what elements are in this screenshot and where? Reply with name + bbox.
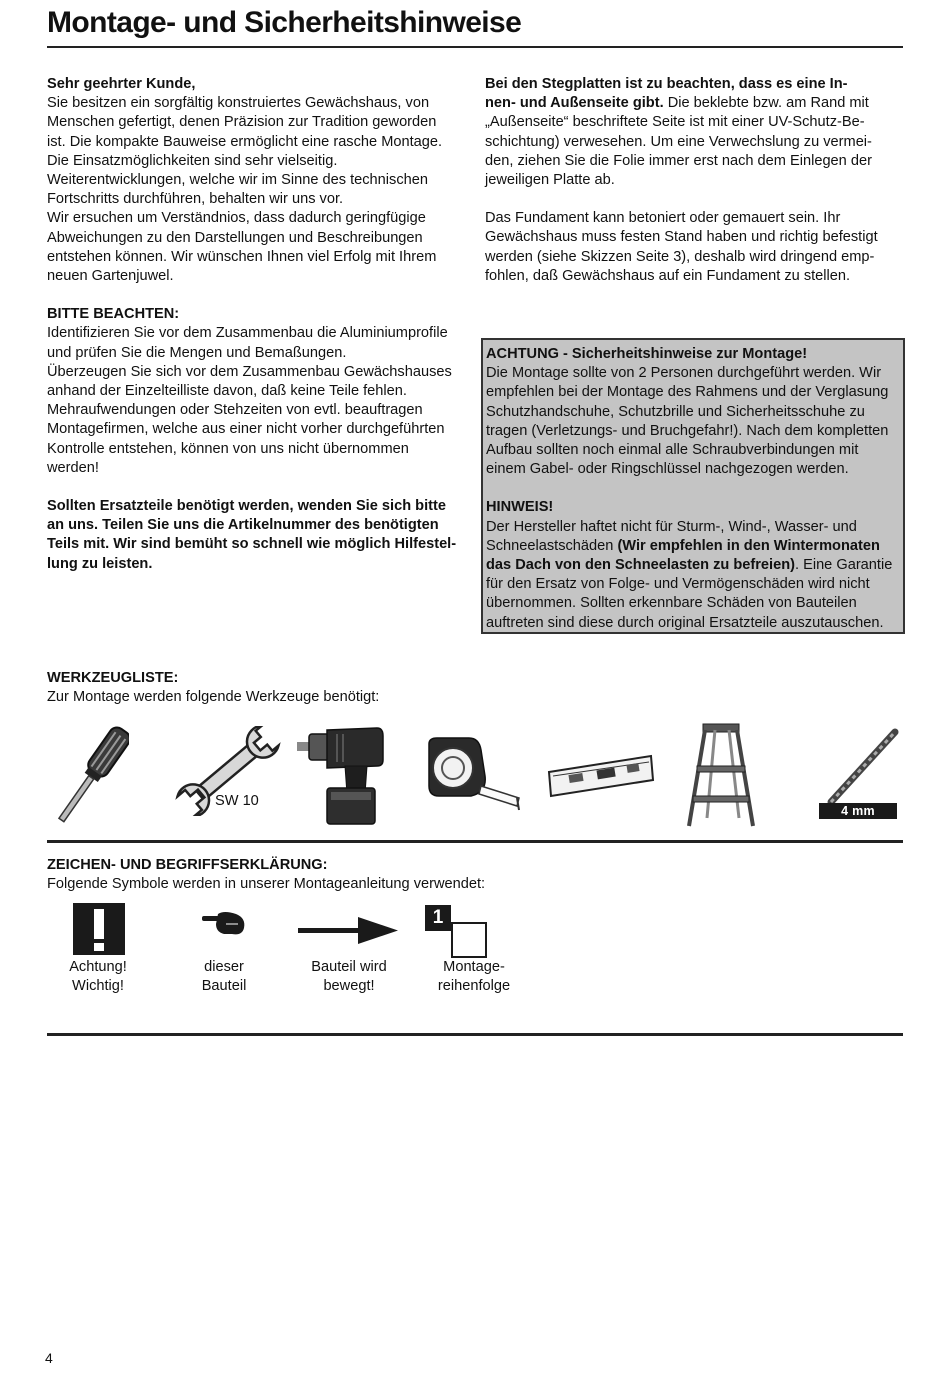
foundation-line: Gewächshaus muss festen Stand haben und richtig befestigt <box>485 229 878 246</box>
symbol-label-line: dieser <box>204 959 244 975</box>
tools-row <box>47 720 903 830</box>
page-number: 4 <box>45 1350 53 1366</box>
hint-line <box>486 537 900 556</box>
pointing-hand-icon <box>202 910 248 936</box>
panel-heading-bold: nen- und Außenseite gibt. <box>485 95 664 112</box>
hint-line: übernommen. Sollten erkennbare Schäden von Bauteilen <box>486 595 857 612</box>
step-number-icon <box>425 905 487 957</box>
note-heading: BITTE BEACHTEN: <box>47 306 180 323</box>
note-line: werden! <box>47 459 99 476</box>
warning-line: Die Montage sollte von 2 Personen durchgeführt werden. Wir <box>486 365 882 382</box>
panel-line: „Außenseite“ beschriftete Seite ist mit einer UV-Schutz-Be- <box>485 114 865 131</box>
screwdriver-icon <box>53 724 129 828</box>
note-line: Kontrolle entstehen, können von uns nicht übernommen <box>47 440 409 457</box>
panel-line <box>485 94 905 113</box>
panel-line: den, ziehen Sie die Folie immer erst nach dem Einlegen der <box>485 152 872 169</box>
tools-divider <box>47 840 903 843</box>
drill-bit-size-label: 4 mm <box>819 803 897 819</box>
symbols-section-header <box>47 856 485 894</box>
symbols-heading: ZEICHEN- UND BEGRIFFSERKLÄRUNG: <box>47 857 328 873</box>
intro-line: Wir ersuchen um Verständnios, dass dadurch geringfügige <box>47 210 426 227</box>
step-number-badge: 1 <box>425 905 451 931</box>
greeting: Sehr geehrter Kunde, <box>47 76 196 92</box>
symbol-label-order <box>424 958 524 997</box>
warning-line: Schutzhandschuhe, Schutzbrille und Sicherheitsschuhe zu <box>486 403 865 420</box>
intro-line: Abweichungen zu den Darstellungen und Beschreibungen <box>47 229 423 246</box>
note-line: anhand der Einzelteilliste davon, daß keine Teile fehlen. <box>47 383 407 400</box>
foundation-line: fohlen, daß Gewächshaus auf ein Fundament zu stellen. <box>485 267 851 284</box>
intro-line: ist. Die kompakte Bauweise ermöglicht eine rasche Montage. <box>47 133 443 150</box>
drill-bit-icon <box>825 726 901 806</box>
title-divider <box>47 46 903 48</box>
intro-line: Weiterentwicklungen, welche wir im Sinne des technischen <box>47 172 428 189</box>
panel-line: jeweiligen Platte ab. <box>485 172 615 189</box>
page-title: Montage- und Sicherheitshinweise <box>47 6 522 39</box>
wrench-size-label: SW 10 <box>215 793 259 809</box>
note-line: Identifizieren Sie vor dem Zusammenbau die Aluminiumprofile <box>47 325 448 342</box>
hint-line: für den Ersatz von Folge- und Vermögenschäden wird nicht <box>486 576 870 593</box>
intro-line: entstehen können. Wir wünschen Ihnen viel Erfolg mit Ihrem <box>47 248 437 265</box>
warning-line: empfehlen bei der Montage des Rahmens und der Verglasung <box>486 384 889 401</box>
tape-measure-icon <box>423 736 523 812</box>
intro-line: Die Einsatzmöglichkeiten sind sehr vielseitig. <box>47 152 338 169</box>
symbol-label-line: bewegt! <box>323 978 375 995</box>
panel-heading-line: Bei den Stegplatten ist zu beachten, dass es eine In- <box>485 76 848 92</box>
cordless-drill-icon <box>297 724 387 828</box>
symbol-label-attention <box>58 958 138 997</box>
tools-heading: WERKZEUGLISTE: <box>47 670 179 686</box>
panel-line: schichtung) verwesehen. Um eine Verwechslung zu vermei- <box>485 133 872 150</box>
symbol-label-line: reihenfolge <box>437 978 511 995</box>
note-line: Montagefirmen, welche aus einer nicht vorher durchgeführten <box>47 421 445 438</box>
step-number-box <box>451 922 487 958</box>
right-column <box>485 75 905 286</box>
arrow-icon <box>296 915 400 945</box>
symbol-label-moved <box>299 958 399 997</box>
intro-line: neuen Gartenjuwel. <box>47 268 174 285</box>
intro-line: Fortschritts durchführen, behalten wir uns vor. <box>47 191 344 208</box>
intro-line: Sie besitzen ein sorgfältig konstruiertes Gewächshaus, von <box>47 95 430 112</box>
spirit-level-icon <box>547 754 655 798</box>
hint-bold-text: das Dach von den Schneelasten zu befreien) <box>486 557 795 574</box>
warning-heading: ACHTUNG - Sicherheitshinweise zur Montage! <box>486 346 808 362</box>
note-line: Mehraufwendungen oder Stehzeiten von evtl. beauftragen <box>47 402 423 419</box>
step-ladder-icon <box>683 722 759 828</box>
note-line: und prüfen Sie die Mengen und Bemaßungen. <box>47 344 347 361</box>
symbol-label-line: Montage- <box>443 959 505 975</box>
symbol-label-this-part <box>184 958 264 997</box>
panel-text: Die beklebte bzw. am Rand mit <box>663 95 869 112</box>
warning-line: einem Gabel- oder Ringschlüssel nachgezogen werden. <box>486 461 849 478</box>
note-line: Überzeugen Sie sich vor dem Zusammenbau Gewächshauses <box>47 363 452 380</box>
symbol-label-line: Wichtig! <box>72 978 124 995</box>
symbol-label-line: Bauteil wird <box>311 959 387 975</box>
tools-subtitle: Zur Montage werden folgende Werkzeuge benötigt: <box>47 689 380 706</box>
warning-line: tragen (Verletzungs- und Bruchgefahr!). Nach dem kompletten <box>486 422 889 439</box>
symbols-divider <box>47 1033 903 1036</box>
intro-line: Menschen gefertigt, denen Präzision zur Tradition geworden <box>47 114 437 131</box>
hint-heading: HINWEIS! <box>486 499 554 516</box>
tools-section-header <box>47 669 379 707</box>
spare-parts-line: Sollten Ersatzteile benötigt werden, wenden Sie sich bitte <box>47 498 446 515</box>
symbol-label-line: Bauteil <box>201 978 247 995</box>
hint-text: Schneelastschäden <box>486 537 618 554</box>
hint-line <box>486 556 900 575</box>
symbols-subtitle: Folgende Symbole werden in unserer Montageanleitung verwendet: <box>47 876 486 893</box>
foundation-line: Das Fundament kann betoniert oder gemauert sein. Ihr <box>485 210 841 227</box>
foundation-line: werden (siehe Skizzen Seite 3), deshalb wird dringend emp- <box>485 248 875 265</box>
hint-line: auftreten sind diese durch original Ersatzteile auszutauschen. <box>486 614 884 631</box>
spare-parts-line: lung zu leisten. <box>47 555 153 572</box>
hint-text: . Eine Garantie <box>794 557 893 574</box>
hint-line: Der Hersteller haftet nicht für Sturm-, Wind-, Wasser- und <box>486 518 857 535</box>
symbol-label-line: Achtung! <box>69 959 127 975</box>
hint-bold-text: (Wir empfehlen in den Wintermonaten <box>617 537 880 554</box>
exclamation-icon <box>73 903 125 955</box>
left-column <box>47 75 467 574</box>
warning-line: Aufbau sollten noch einmal alle Schraubverbindungen mit <box>486 442 859 459</box>
spare-parts-line: an uns. Teilen Sie uns die Artikelnummer des benötigten <box>47 517 439 534</box>
safety-warning-box <box>481 338 905 634</box>
spare-parts-line: Teils mit. Wir sind bemüht so schnell wie möglich Hilfestel- <box>47 536 457 553</box>
